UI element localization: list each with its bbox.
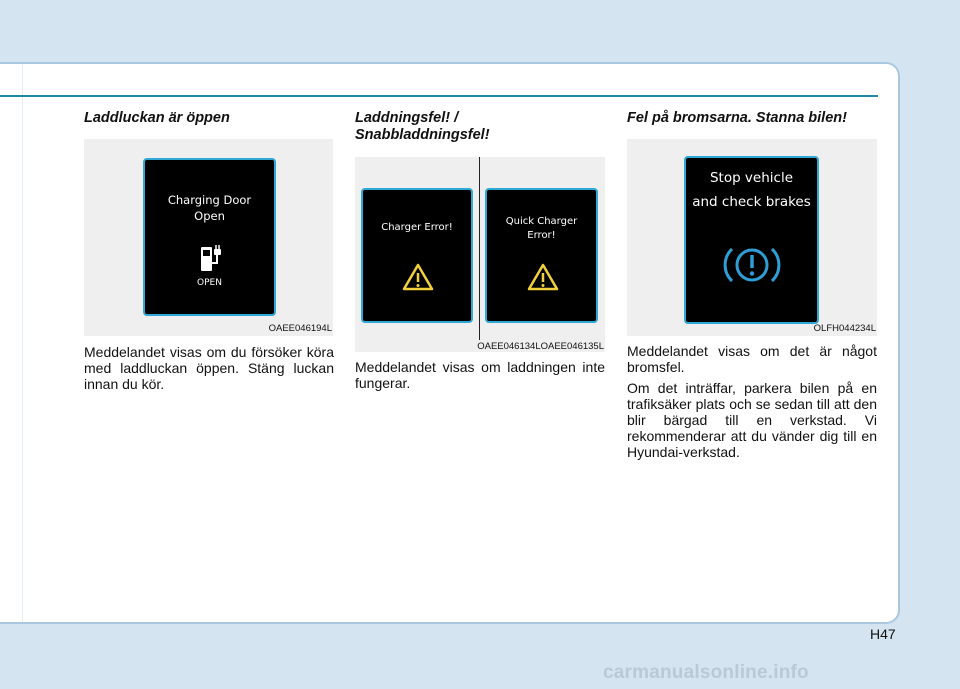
image-code: OLFH044234L xyxy=(813,323,876,334)
figure-charger-error xyxy=(355,157,605,352)
screen-right-line1: Quick Charger xyxy=(505,216,578,227)
section-title: Fel på bromsarna. Stanna bilen! xyxy=(627,110,847,126)
figure-brake-fault xyxy=(627,139,877,336)
screen-line1: Stop vehicle xyxy=(709,170,794,186)
image-code-left: OAEE046134L xyxy=(477,341,541,352)
section-body-1: Meddelandet visas om det är något bromsfel. xyxy=(627,343,877,375)
section-body-2: Om det inträffar, parkera bilen på en trafiksäker plats och se sedan till att den blir bärgad till en verkstad. Vi rekommenderar att du vänder dig till en Hyundai-verkstad. xyxy=(627,380,877,460)
section-charging-door xyxy=(84,110,334,127)
section-body: Meddelandet visas om laddningen inte fungerar. xyxy=(355,359,605,391)
warning-triangle-icon xyxy=(402,263,434,291)
screen-line2: Open xyxy=(194,209,225,223)
display-screen xyxy=(684,156,819,324)
figure-charging-door xyxy=(84,139,333,336)
display-screen-left xyxy=(361,188,473,323)
screen-left-text: Charger Error! xyxy=(381,222,453,233)
section-title-line2: Snabbladdningsfel! xyxy=(355,127,490,143)
warning-triangle-icon xyxy=(527,263,559,291)
watermark: carmanualsonline.info xyxy=(603,662,809,683)
page-number: H47 xyxy=(870,626,896,642)
display-screen xyxy=(143,158,276,316)
image-codes xyxy=(462,341,604,352)
section-title: Laddluckan är öppen xyxy=(84,110,230,126)
screen-right-line2: Error! xyxy=(527,230,556,241)
margin-line xyxy=(22,64,23,622)
header-rule xyxy=(0,95,878,97)
section-charger-error xyxy=(355,110,605,144)
figure-divider xyxy=(479,157,480,340)
section-body: Meddelandet visas om du försöker köra med laddluckan öppen. Stäng luckan innan du kör. xyxy=(84,344,334,392)
display-screen-right xyxy=(485,188,598,323)
screen-line1: Charging Door xyxy=(167,193,252,207)
screen-open-label: OPEN xyxy=(197,278,222,288)
image-code: OAEE046194L xyxy=(268,323,332,334)
section-brake-fault xyxy=(627,110,877,127)
charging-plug-icon xyxy=(199,243,225,273)
screen-line2: and check brakes xyxy=(692,194,811,210)
section-title-line1: Laddningsfel! / xyxy=(355,110,459,126)
image-code-right: OAEE046135L xyxy=(540,341,604,352)
brake-warning-icon xyxy=(720,241,784,289)
